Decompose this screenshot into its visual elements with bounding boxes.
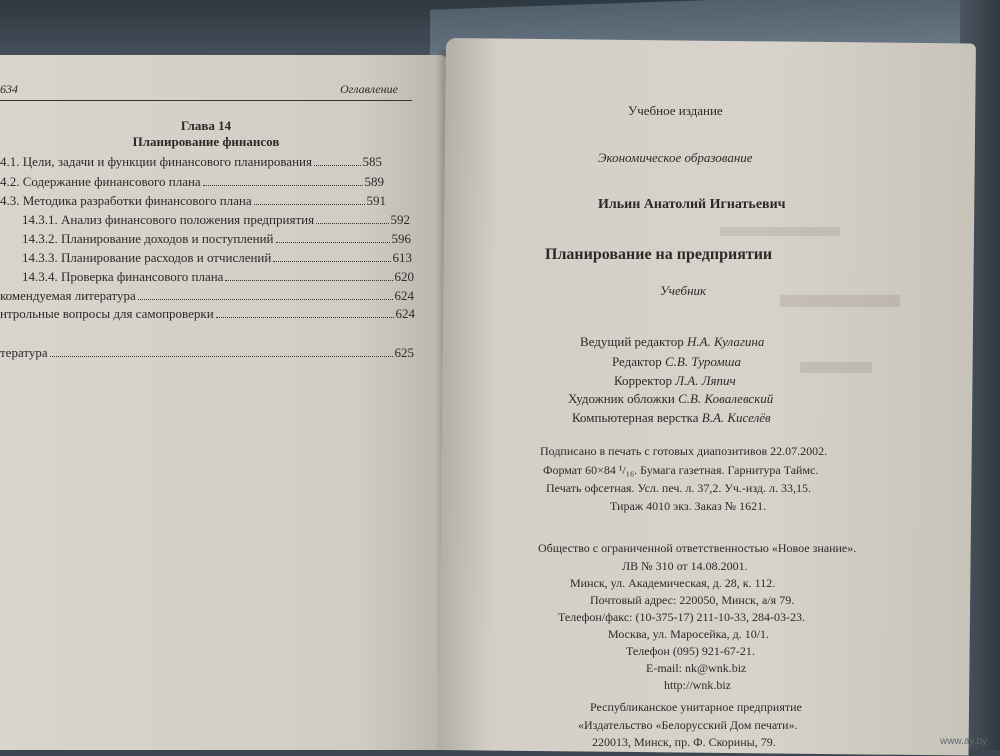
toc-entry-text: 4.1. Цели, задачи и функции финансового планирования xyxy=(0,154,312,169)
credit-line xyxy=(580,334,764,350)
toc-entry xyxy=(22,212,410,228)
toc-entry-text: 4.3. Методика разработки финансового плана xyxy=(0,193,252,208)
header-rule xyxy=(0,100,412,101)
toc-entry-page: 613 xyxy=(392,250,412,265)
toc-entry xyxy=(22,250,412,266)
toc-entry-text: нтрольные вопросы для самопроверки xyxy=(0,306,214,321)
toc-entry-page: 625 xyxy=(394,345,414,360)
toc-entry-page: 624 xyxy=(395,306,415,321)
credit-name: С.В. Туромша xyxy=(664,354,741,369)
toc-leader xyxy=(225,280,392,281)
toc-entry xyxy=(0,193,386,209)
show-through-text: ▬▬▬▬ xyxy=(720,210,840,243)
publisher-info-line: ЛВ № 310 от 14.08.2001. xyxy=(622,559,748,573)
toc-entry-text: 14.3.4. Проверка финансового плана xyxy=(22,269,224,284)
toc-entry xyxy=(0,288,414,304)
series-name: Экономическое образование xyxy=(598,150,753,165)
credit-name: Н.А. Кулагина xyxy=(686,334,765,349)
toc-entry-page: 589 xyxy=(364,174,384,189)
running-title: Оглавление xyxy=(340,82,398,96)
toc-entry-text: тература xyxy=(0,345,48,360)
publisher-info-line: Телефон (095) 921-67-21. xyxy=(626,644,755,658)
toc-leader xyxy=(138,299,393,300)
toc-leader xyxy=(254,204,365,205)
toc-entry xyxy=(0,306,415,322)
toc-entry xyxy=(22,269,414,285)
toc-entry-page: 591 xyxy=(366,193,386,208)
toc-entry-text: комендуемая литература xyxy=(0,288,136,303)
toc-leader xyxy=(316,223,388,224)
toc-entry-text: 14.3.2. Планирование доходов и поступлений xyxy=(22,231,274,246)
toc-leader xyxy=(276,242,390,243)
toc-chapter-number: Глава 14 xyxy=(180,118,232,133)
toc-entry-text: 4.2. Содержание финансового плана xyxy=(0,174,201,189)
print-info-line: Печать офсетная. Усл. печ. л. 37,2. Уч.-изд. л. 33,15. xyxy=(546,481,811,495)
toc-leader xyxy=(216,317,394,318)
print-info-line: Подписано в печать с готовых диапозитивов 22.07.2002. xyxy=(540,444,828,458)
author-name: Ильин Анатолий Игнатьевич xyxy=(598,197,786,212)
print-info-line: Формат 60×84 ¹/₁₆. Бумага газетная. Гарнитура Таймс. xyxy=(543,463,819,477)
credit-line xyxy=(568,391,773,407)
credit-role: Компьютерная верстка xyxy=(572,410,699,425)
credit-role: Художник обложки xyxy=(568,391,675,406)
toc-entry xyxy=(22,231,411,247)
credit-name: Л.А. Ляпич xyxy=(675,373,736,388)
toc-entry xyxy=(0,154,382,170)
show-through-text: ▬▬▬ xyxy=(780,271,900,316)
toc-entry-page: 592 xyxy=(390,212,410,227)
toc-leader xyxy=(273,261,390,262)
watermark: www.ay.by xyxy=(940,736,988,747)
toc-entry-page: 624 xyxy=(394,288,414,303)
page-number: 634 xyxy=(0,82,18,96)
credit-role: Корректор xyxy=(614,373,672,388)
toc-leader xyxy=(314,165,361,166)
publisher-info-line: Телефон/факс: (10-375-17) 211-10-33, 284-03-23. xyxy=(558,610,806,624)
credit-role: Редактор xyxy=(612,354,662,369)
toc-leader xyxy=(50,356,393,357)
book-subtitle: Учебник xyxy=(660,283,707,298)
publisher-info-line: Общество с ограниченной ответственностью «Новое знание». xyxy=(538,541,857,555)
publisher-info-line: Минск, ул. Академическая, д. 28, к. 112. xyxy=(570,576,776,590)
show-through-text: ▬▬ xyxy=(800,341,872,381)
printer-info-line: Республиканское унитарное предприятие xyxy=(590,700,802,714)
toc-entry-page: 585 xyxy=(362,154,382,169)
credit-line xyxy=(612,354,741,370)
edition-type: Учебное издание xyxy=(628,103,723,118)
credit-line xyxy=(572,410,771,426)
toc-leader xyxy=(203,185,363,186)
toc-entry-text: 14.3.3. Планирование расходов и отчислений xyxy=(22,250,272,265)
print-info-line: Тираж 4010 экз. Заказ № 1621. xyxy=(610,499,767,513)
credit-name: В.А. Киселёв xyxy=(701,410,771,425)
printer-info-line: «Издательство «Белорусский Дом печати». xyxy=(578,718,798,732)
toc-chapter-title: Планирование финансов xyxy=(132,134,280,149)
printer-info-line: 220013, Минск, пр. Ф. Скорины, 79. xyxy=(592,735,776,749)
toc-entry-page: 596 xyxy=(391,231,411,246)
toc-entry-page: 620 xyxy=(394,269,414,284)
publisher-info-line: E-mail: nk@wnk.biz xyxy=(646,661,747,675)
credit-role: Ведущий редактор xyxy=(580,334,684,349)
credit-name: С.В. Ковалевский xyxy=(678,391,774,406)
book-title: Планирование на предприятии xyxy=(545,246,773,263)
toc-entry xyxy=(0,174,384,190)
credit-line xyxy=(614,373,736,389)
publisher-info-line: Москва, ул. Маросейка, д. 10/1. xyxy=(608,627,770,641)
publisher-info-line: Почтовый адрес: 220050, Минск, а/я 79. xyxy=(590,593,795,607)
toc-entry xyxy=(0,345,414,361)
publisher-info-line: http://wnk.biz xyxy=(664,678,731,692)
toc-entry-text: 14.3.1. Анализ финансового положения предприятия xyxy=(22,212,315,227)
